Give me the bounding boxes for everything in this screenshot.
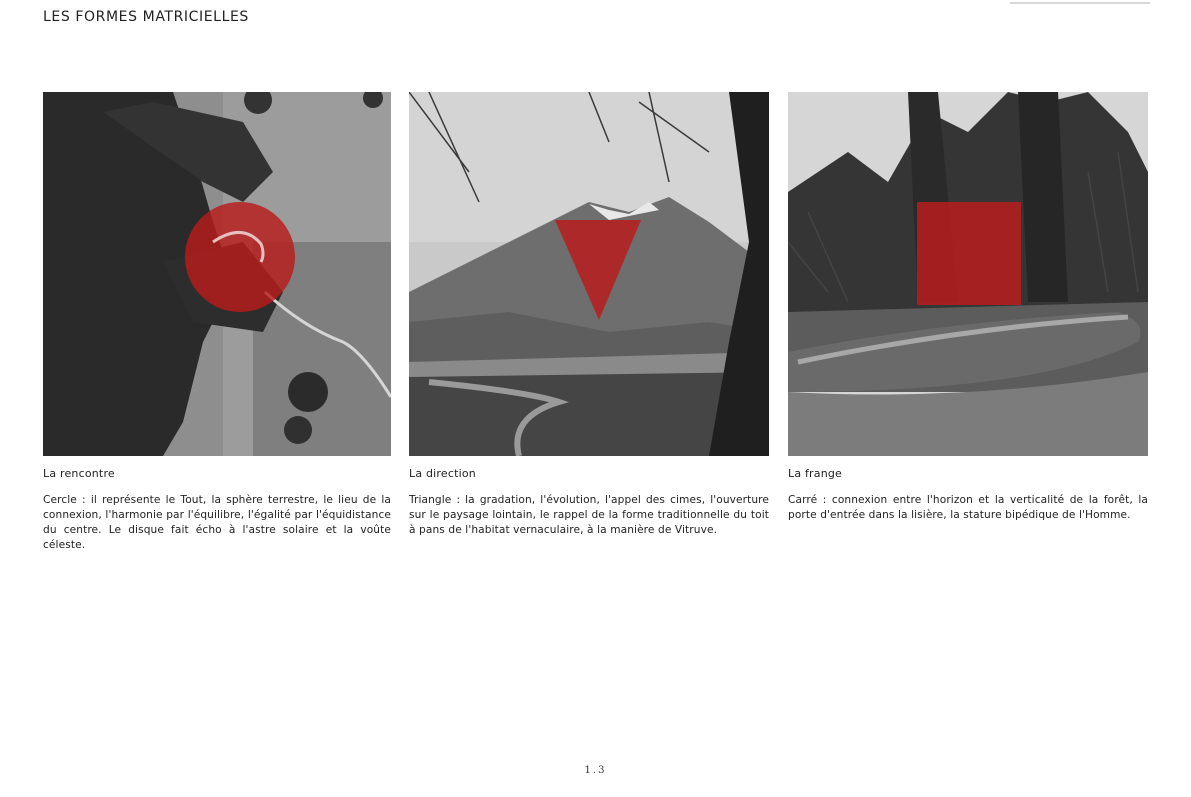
panel-text: Cercle : il représente le Tout, la sphère terrestre, le lieu de la connexion, l'harmonie par l'équilibre, l'égalité par l'équidistance du centre. Le disque fait écho à l'astre solaire et la voûte céleste. xyxy=(43,494,391,551)
header-rule xyxy=(1010,0,1150,4)
mountain-photo xyxy=(409,92,769,456)
circle-shape xyxy=(185,202,295,312)
square-shape xyxy=(917,202,1021,305)
panel-caption: La frange xyxy=(788,467,843,480)
panel-square xyxy=(788,92,1148,523)
panel-text: Triangle : la gradation, l'évolution, l'appel des cimes, l'ouverture sur le paysage lointain, le rappel de la forme traditionnelle du toit à pans de l'habitat vernaculaire, à la manière de Vitruve. xyxy=(409,494,769,536)
panel-triangle xyxy=(409,92,769,538)
panel-caption: La rencontre xyxy=(43,467,115,480)
panel-text: Carré : connexion entre l'horizon et la verticalité de la forêt, la porte d'entrée dans la lisière, la stature bipédique de l'Homme. xyxy=(788,494,1148,521)
page-number: 1.3 xyxy=(584,765,607,776)
page-title: LES FORMES MATRICIELLES xyxy=(43,9,249,25)
forest-photo xyxy=(788,92,1148,456)
panel-circle xyxy=(43,92,391,553)
aerial-photo xyxy=(43,92,391,456)
panel-caption: La direction xyxy=(409,467,476,480)
